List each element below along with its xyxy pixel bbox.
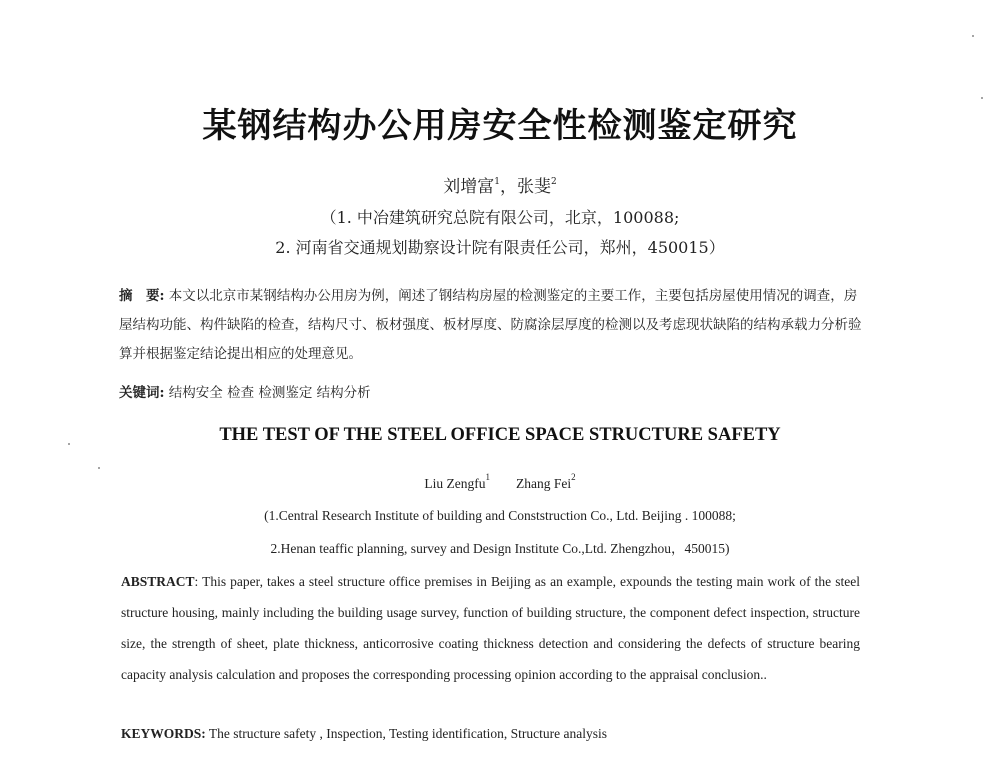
english-author-1-affil-mark: 1 bbox=[485, 472, 490, 482]
chinese-abstract bbox=[119, 282, 864, 369]
english-abstract-label: ABSTRACT bbox=[121, 574, 195, 589]
chinese-keywords-label: 关键词: bbox=[119, 385, 165, 401]
chinese-authors bbox=[0, 172, 1000, 197]
english-author-2: Zhang Fei bbox=[515, 476, 572, 491]
chinese-affiliation-1: （1. 中冶建筑研究总院有限公司，北京，100088; bbox=[320, 208, 680, 227]
scan-speck bbox=[68, 443, 70, 445]
english-affiliation-2: 2.Henan teaffic planning, survey and Design Institute Co.,Ltd. Zhengzhou，450015) bbox=[270, 541, 730, 556]
chinese-author-separator: ， bbox=[500, 177, 517, 197]
chinese-author-1: 刘增富 bbox=[443, 177, 495, 197]
english-keywords-label: KEYWORDS: bbox=[121, 726, 206, 741]
english-abstract-text: : This paper, takes a steel structure office premises in Beijing as an example, expounds the testing main work of the steel structure housing, mainly including the building usage survey, function of building structure, the component defect inspection, structure size, the strength of sheet, plate thickness, anticorrosive coating thickness detection and considering the defects of structure bearing capacity analysis calculation and proposes the corresponding processing opinion according to the appraisal conclusion.. bbox=[121, 574, 860, 682]
scan-speck bbox=[981, 97, 983, 99]
english-abstract bbox=[121, 566, 860, 690]
chinese-author-1-affil-mark: 1 bbox=[494, 177, 500, 187]
english-keywords-text: The structure safety , Inspection, Testing identification, Structure analysis bbox=[205, 726, 607, 741]
chinese-keywords-text: 结构安全 检查 检测鉴定 结构分析 bbox=[168, 385, 371, 401]
chinese-affiliation-2: 2. 河南省交通规划勘察设计院有限责任公司，郑州，450015） bbox=[275, 238, 725, 257]
chinese-title: 某钢结构办公用房安全性检测鉴定研究 bbox=[202, 106, 798, 146]
chinese-abstract-label: 摘 要: bbox=[119, 288, 165, 304]
english-affiliation-1: (1.Central Research Institute of building and Conststruction Co., Ltd. Beijing . 100088; bbox=[264, 508, 736, 523]
chinese-author-2: 张斐 bbox=[517, 177, 551, 197]
english-author-1: Liu Zengfu bbox=[424, 476, 486, 491]
scan-speck bbox=[972, 35, 974, 37]
chinese-abstract-text: 本文以北京市某钢结构办公用房为例，阐述了钢结构房屋的检测鉴定的主要工作，主要包括房屋使用情况的调查，房屋结构功能、构件缺陷的检查，结构尺寸、板材强度、板材厚度、防腐涂层厚度的检测以及考虑现状缺陷的结构承载力分析验算并根据鉴定结论提出相应的处理意见。 bbox=[119, 288, 862, 362]
english-keywords bbox=[121, 726, 607, 742]
english-author-2-affil-mark: 2 bbox=[571, 472, 576, 482]
english-authors bbox=[0, 472, 1000, 492]
chinese-keywords bbox=[119, 381, 371, 401]
english-title: THE TEST OF THE STEEL OFFICE SPACE STRUCTURE SAFETY bbox=[219, 425, 781, 445]
scan-speck bbox=[98, 467, 100, 469]
chinese-author-2-affil-mark: 2 bbox=[551, 177, 557, 187]
